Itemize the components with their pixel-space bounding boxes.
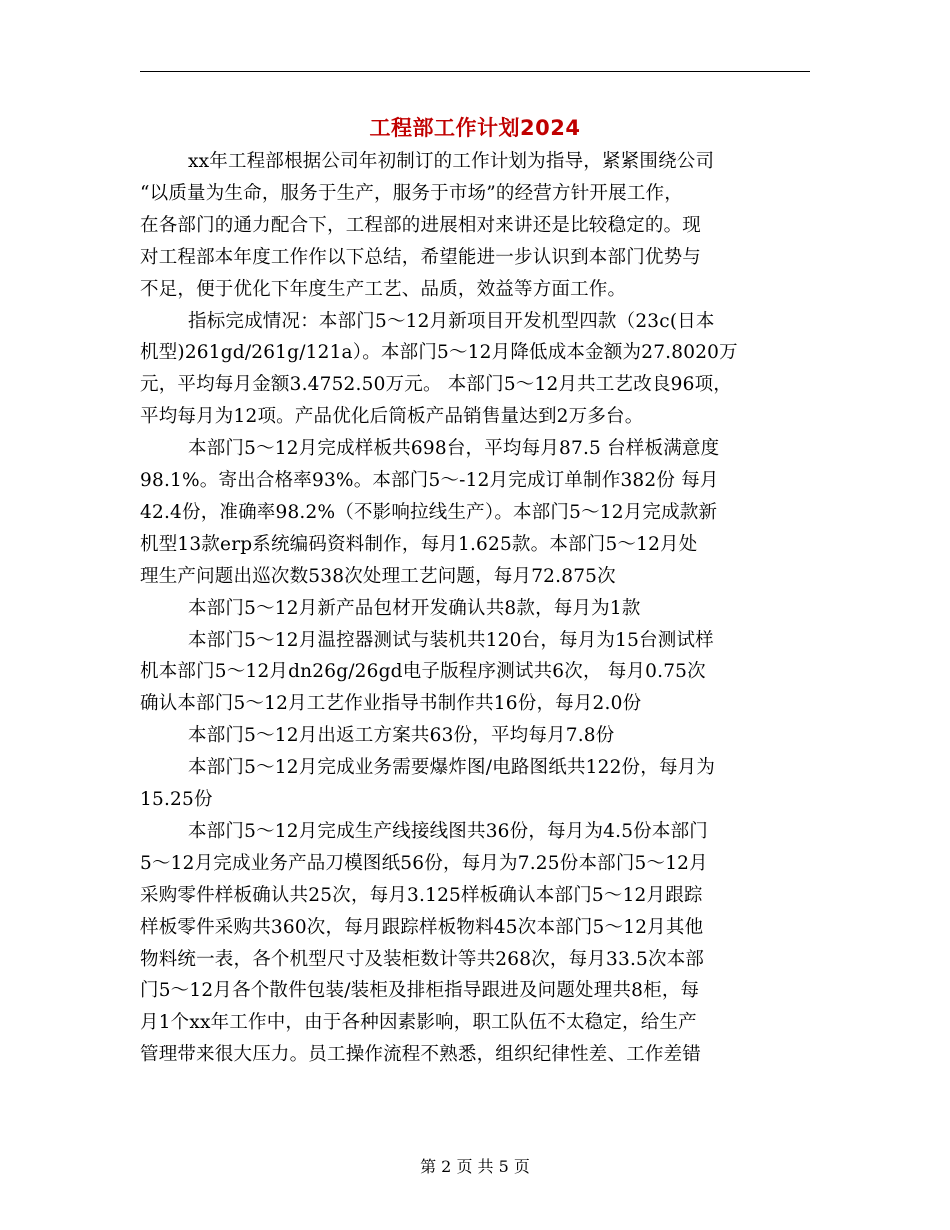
text-line: 5～12月完成业务产品刀模图纸56份，每月为7.25份本部门5～12月 (140, 852, 708, 874)
text-line: 本部门5～12月完成业务需要爆炸图/电路图纸共122份，每月为 (188, 757, 716, 779)
text-line: 元，平均每月金额3.4752.50万元。 本部门5～12月共工艺改良96项， (140, 374, 732, 396)
page-footer: 第 2 页 共 5 页 (420, 1157, 530, 1176)
text-line: 理生产问题出巡次数538次处理工艺问题，每月72.875次 (140, 565, 616, 587)
text-line: 指标完成情况：本部门5～12月新项目开发机型四款（23c(日本 (188, 310, 715, 332)
text-line: 本部门5～12月温控器测试与装机共120台，每月为15台测试样 (188, 629, 714, 651)
text-line: 在各部门的通力配合下，工程部的进展相对来讲还是比较稳定的。现 (140, 214, 702, 236)
text-line: 本部门5～12月完成样板共698台，平均每月87.5 台样板满意度 (188, 438, 720, 460)
text-line: 机型13款erp系统编码资料制作，每月1.625款。本部门5～12月处 (140, 533, 698, 555)
header-rule (140, 71, 810, 72)
text-line: 机型)261gd/261g/121a）。本部门5～12月降低成本金额为27.8020万 (140, 342, 738, 364)
text-line: 门5～12月各个散件包装/装柜及排柜指导跟进及问题处理共8柜，每 (140, 980, 700, 1002)
text-line: xx年工程部根据公司年初制订的工作计划为指导，紧紧围绕公司 (188, 151, 715, 172)
text-line: 98.1%。寄出合格率93%。本部门5～-12月完成订单制作382份 每月 (140, 470, 719, 491)
text-line: 42.4份，准确率98.2%（不影响拉线生产）。本部门5～12月完成款新 (140, 501, 718, 523)
text-line: 月1个xx年工作中，由于各种因素影响，职工队伍不太稳定，给生产 (140, 1012, 697, 1034)
text-line: 物料统一表，各个机型尺寸及装柜数计等共268次，每月33.5次本部 (140, 948, 705, 970)
text-line: 15.25份 (140, 789, 213, 810)
text-line: 采购零件样板确认共25次，每月3.125样板确认本部门5～12月跟踪 (140, 884, 703, 906)
text-line: 确认本部门5～12月工艺作业指导书制作共16份，每月2.0份 (140, 693, 642, 715)
text-line: 对工程部本年度工作作以下总结，希望能进一步认识到本部门优势与 (140, 246, 702, 268)
text-line: 本部门5～12月出返工方案共63份，平均每月7.8份 (188, 725, 615, 747)
document-title: 工程部工作计划2024 (369, 116, 581, 140)
text-line: 不足，便于优化下年度生产工艺、品质，效益等方面工作。 (140, 278, 627, 300)
text-line: 样板零件采购共360次，每月跟踪样板物料45次本部门5～12月其他 (140, 916, 704, 938)
text-line: 本部门5～12月完成生产线接线图共36份，每月为4.5份本部门 (188, 820, 708, 842)
text-line: 管理带来很大压力。员工操作流程不熟悉，组织纪律性差、工作差错 (140, 1044, 702, 1066)
text-line: 平均每月为12项。产品优化后筒板产品销售量达到2万多台。 (140, 406, 644, 428)
text-line: 本部门5～12月新产品包材开发确认共8款，每月为1款 (188, 597, 641, 619)
text-line: 机本部门5～12月dn26g/26gd电子版程序测试共6次， 每月0.75次 (140, 661, 706, 683)
text-line: “以质量为生命，服务于生产，服务于市场”的经营方针开展工作， (140, 182, 683, 204)
